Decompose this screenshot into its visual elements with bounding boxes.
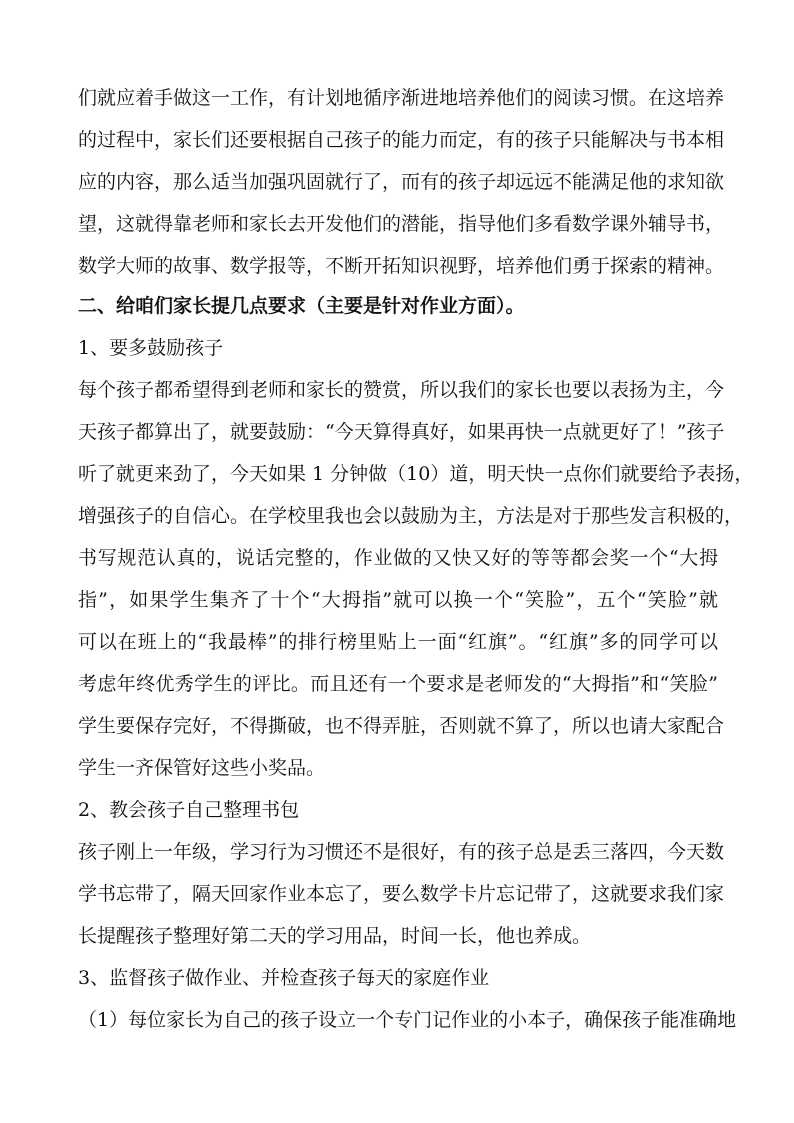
paragraph-line: 增强孩子的自信心。在学校里我也会以鼓励为主，方法是对于那些发言积极的， [78,505,744,527]
paragraph-line: 数学大师的故事、数学报等，不断开拓知识视野，培养他们勇于探索的精神。 [78,255,725,277]
paragraph-line: 学生一齐保管好这些小奖品。 [78,757,326,779]
paragraph-line: 应的内容，那么适当加强巩固就行了，而有的孩子却远远不能满足他的求知欲 [78,171,725,193]
paragraph-line: 长提醒孩子整理好第二天的学习用品，时间一长，他也养成。 [78,925,592,947]
subheading: 3、监督孩子做作业、并检查孩子每天的家庭作业 [78,967,490,989]
paragraph-line: 望，这就得靠老师和家长去开发他们的潜能，指导他们多看数学课外辅导书， [78,213,725,235]
paragraph-line: 的过程中，家长们还要根据自己孩子的能力而定，有的孩子只能解决与书本相 [78,129,725,151]
subheading: 1、要多鼓励孩子 [78,337,224,359]
subheading: 2、教会孩子自己整理书包 [78,799,300,821]
paragraph-line: 每个孩子都希望得到老师和家长的赞赏，所以我们的家长也要以表扬为主，今 [78,379,725,401]
paragraph-line: （1）每位家长为自己的孩子设立一个专门记作业的小本子，确保孩子能准确地 [78,1009,737,1031]
section-heading: 二、给咱们家长提几点要求（主要是针对作业方面）。 [78,295,525,317]
paragraph-line: 们就应着手做这一工作，有计划地循序渐进地培养他们的阅读习惯。在这培养 [78,87,725,109]
paragraph-line: 学书忘带了，隔天回家作业本忘了，要么数学卡片忘记带了，这就要求我们家 [78,883,725,905]
paragraph-line: 孩子刚上一年级，学习行为习惯还不是很好，有的孩子总是丢三落四，今天数 [78,841,725,863]
paragraph-line: 听了就更来劲了，今天如果 1 分钟做（10）道，明天快一点你们就要给予表扬， [78,463,754,485]
paragraph-line: 指”，如果学生集齐了十个“大拇指”就可以换一个“笑脸”，五个“笑脸”就 [78,589,718,611]
paragraph-line: 考虑年终优秀学生的评比。而且还有一个要求是老师发的“大拇指”和“笑脸” [78,673,718,695]
paragraph-line: 学生要保存完好，不得撕破，也不得弄脏，否则就不算了，所以也请大家配合 [78,715,725,737]
paragraph-line: 书写规范认真的，说话完整的，作业做的又快又好的等等都会奖一个“大拇 [78,547,718,569]
paragraph-line: 可以在班上的“我最棒”的排行榜里贴上一面“红旗”。“红旗”多的同学可以 [78,631,718,653]
paragraph-line: 天孩子都算出了，就要鼓励：“今天算得真好，如果再快一点就更好了！”孩子 [78,421,725,443]
